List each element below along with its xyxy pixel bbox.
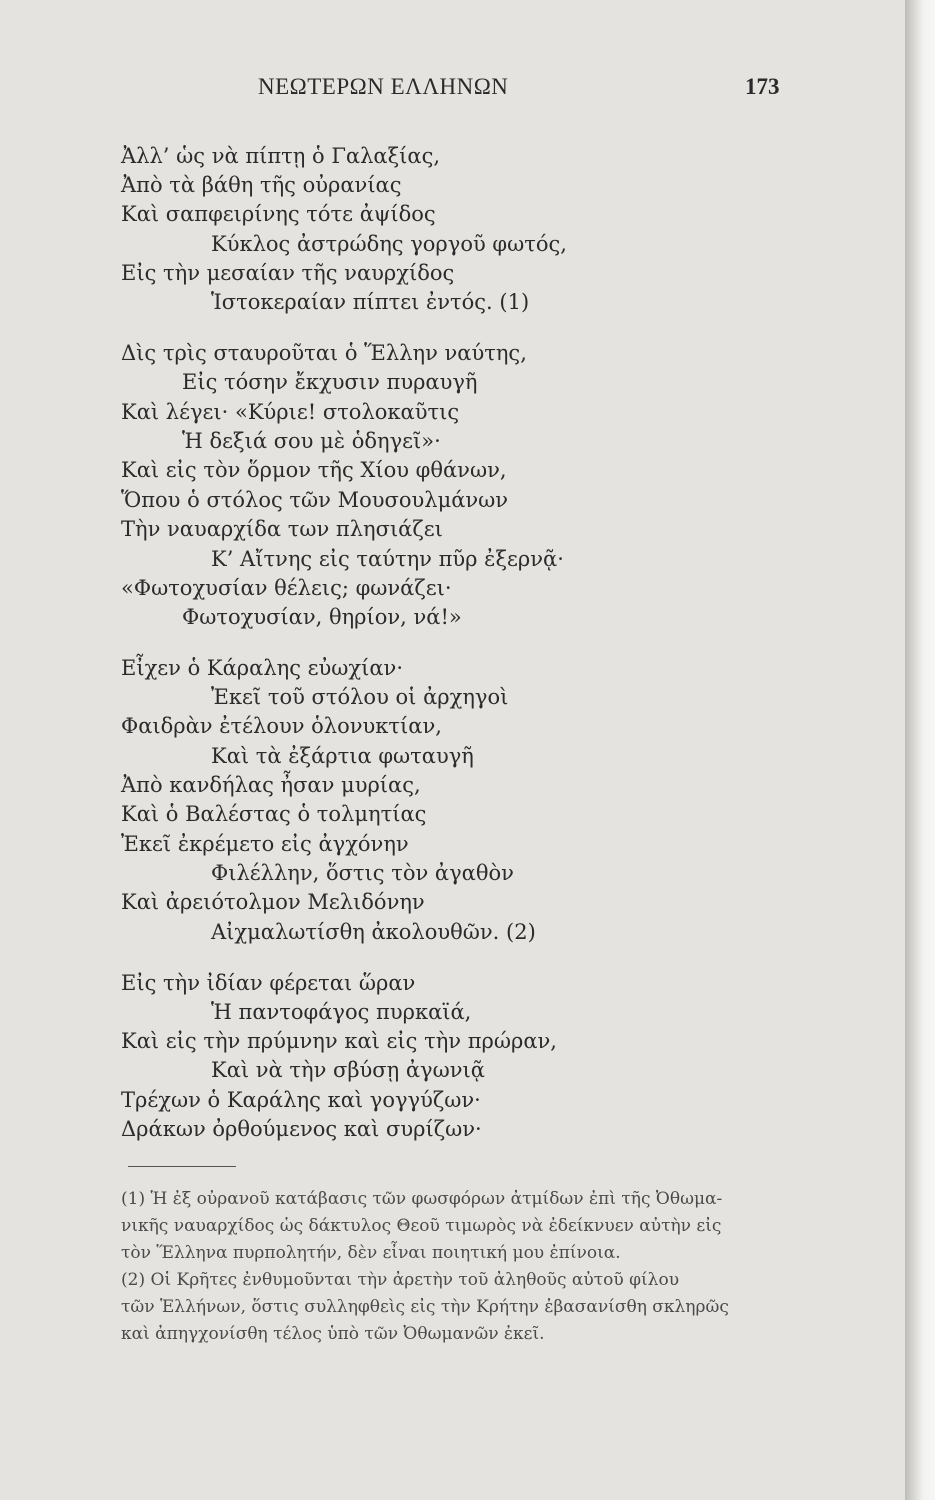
verse-line: Κ’ Αἴτνης εἰς ταύτην πῦρ ἐξερνᾷ· [211, 547, 564, 571]
verse-line: Καὶ εἰς τὴν πρύμνην καὶ εἰς τὴν πρώραν, [121, 1029, 557, 1053]
verse-line: Καὶ τὰ ἐξάρτια φωταυγῆ [211, 744, 474, 768]
verse-line: Καὶ ὁ Βαλέστας ὁ τολμητίας [121, 802, 427, 826]
verse-line: Δράκων ὀρθούμενος καὶ συρίζων· [121, 1117, 482, 1141]
verse-line: Εἰς τὴν μεσαίαν τῆς ναυρχίδος [121, 261, 455, 285]
verse-line: Εἰς τὴν ἰδίαν φέρεται ὥραν [121, 971, 416, 995]
footnote-line: τῶν Ἑλλήνων, ὅστις συλληφθεὶς εἰς τὴν Κρήτην ἐβασανίσθη σκληρῶς [121, 1297, 729, 1317]
verse-line: «Φωτοχυσίαν θέλεις; φωνάζει· [121, 576, 452, 600]
page-number: 173 [745, 74, 780, 99]
footnote-line: νικῆς ναυαρχίδος ὡς δάκτυλος Θεοῦ τιμωρὸς νὰ ἐδείκνυεν αὐτὴν εἰς [121, 1216, 722, 1236]
running-title: ΝΕΩΤΕΡΩΝ ΕΛΛΗΝΩΝ [258, 74, 509, 99]
verse-line: Καὶ λέγει· «Κύριε! στολοκαῦτις [121, 400, 460, 424]
verse-line: Τὴν ναυαρχίδα των πλησιάζει [121, 517, 443, 541]
verse-line: Κύκλος ἀστρώδης γοργοῦ φωτός, [211, 232, 567, 256]
verse-line: Φιλέλλην, ὅστις τὸν ἀγαθὸν [211, 861, 514, 885]
verse-line: Αἰχμαλωτίσθη ἀκολουθῶν. (2) [211, 920, 536, 944]
verse-line: Εἰς τόσην ἔκχυσιν πυραυγῆ [182, 370, 478, 394]
page-edge [905, 0, 935, 1500]
footnote-line: (2) Οἱ Κρῆτες ἐνθυμοῦνται τὴν ἀρετὴν τοῦ ἀληθοῦς αὐτοῦ φίλου [121, 1270, 680, 1290]
footnote-line: καὶ ἀπηγχονίσθη τέλος ὑπὸ τῶν Ὀθωμανῶν ἐκεῖ. [121, 1324, 545, 1344]
verse-line: Καὶ νὰ τὴν σβύσῃ ἀγωνιᾷ [211, 1058, 485, 1082]
verse-line: Ἀλλ’ ὡς νὰ πίπτῃ ὁ Γαλαξίας, [121, 144, 441, 168]
verse-line: Ἀπὸ τὰ βάθη τῆς οὐρανίας [121, 173, 402, 197]
verse-line: Ἱστοκεραίαν πίπτει ἐντός. (1) [211, 290, 530, 314]
verse-line: Τρέχων ὁ Καράλης καὶ γογγύζων· [121, 1088, 481, 1112]
footnote-line: (1) Ἡ ἐξ οὐρανοῦ κατάβασις τῶν φωσφόρων ἀτμίδων ἐπὶ τῆς Ὀθωμα- [121, 1189, 723, 1209]
verse-line: Ἡ παντοφάγος πυρκαϊά, [211, 1000, 472, 1024]
footnote-divider [128, 1166, 236, 1167]
verse-line: Ὅπου ὁ στόλος τῶν Μουσουλμάνων [121, 488, 509, 512]
verse-line: Καὶ εἰς τὸν ὅρμον τῆς Χίου φθάνων, [121, 458, 507, 482]
page-header [0, 74, 905, 104]
verse-line: Φαιδρὰν ἐτέλουν ὁλονυκτίαν, [121, 714, 442, 738]
verse-line: Ἐκεῖ τοῦ στόλου οἱ ἀρχηγοὶ [211, 685, 509, 709]
verse-line: Δὶς τρὶς σταυροῦται ὁ Ἕλλην ναύτης, [121, 341, 527, 365]
verse-line: Φωτοχυσίαν, θηρίον, νά!» [182, 605, 462, 629]
verse-line: Καὶ σαπφειρίνης τότε ἀψίδος [121, 202, 436, 226]
verse-line: Εἶχεν ὁ Κάραλης εὐωχίαν· [121, 656, 404, 680]
verse-line: Ἡ δεξιά σου μὲ ὁδηγεῖ»· [182, 429, 441, 453]
verse-line: Ἀπὸ κανδήλας ἦσαν μυρίας, [121, 773, 421, 797]
verse-line: Ἐκεῖ ἐκρέμετο εἰς ἀγχόνην [121, 832, 409, 856]
verse-line: Καὶ ἀρειότολμον Μελιδόνην [121, 890, 425, 914]
footnote-line: τὸν Ἕλληνα πυρπολητήν, δὲν εἶναι ποιητική μου ἐπίνοια. [121, 1243, 621, 1263]
